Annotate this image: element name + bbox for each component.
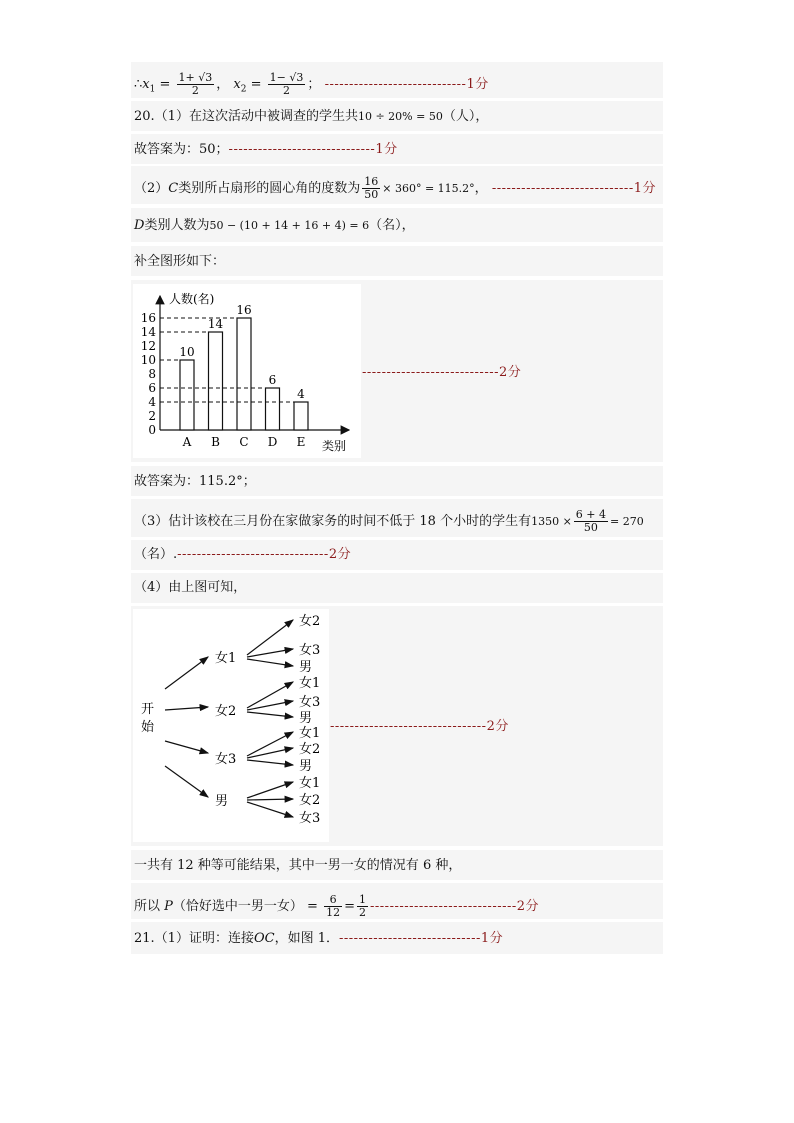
complete-figure-text: 补全图形如下： [134, 254, 226, 269]
bar [180, 360, 194, 430]
separator: ， [216, 77, 230, 92]
second-pick-label: 女2 [299, 742, 321, 757]
equals-sign: = [344, 899, 355, 914]
fraction-denominator: 2 [359, 906, 366, 919]
fraction-denominator: 12 [326, 906, 341, 919]
score-dash-line: ------------------------------ [370, 899, 517, 914]
probability-event: （恰好选中一男一女） [172, 899, 303, 914]
q20-part2-line [134, 176, 656, 201]
q20-part1-math: 10 ÷ 20% = 50 [357, 110, 443, 123]
bar [209, 332, 223, 430]
comma: ， [474, 181, 488, 196]
bar-chart-figure [133, 284, 361, 458]
q20-part1-text: 20.（1）在这次活动中被调查的学生共 [134, 109, 358, 124]
x-tick-label: D [267, 435, 278, 449]
second-pick-label: 男 [299, 759, 313, 774]
bar-value-label: 4 [297, 387, 305, 401]
second-pick-label: 女1 [299, 726, 321, 741]
first-pick-label: 女1 [215, 651, 237, 666]
estimate-result: = 270 [610, 515, 644, 528]
x2-subscript: 2 [240, 84, 247, 95]
bar-value-label: 6 [268, 373, 277, 387]
y-tick-label: 8 [148, 367, 156, 381]
q20-part3-line [134, 509, 644, 534]
branch-arrow [247, 659, 293, 666]
branch-arrow [165, 657, 208, 689]
outcome-count-text: 一共有 12 种等可能结果，其中一男一女的情况有 6 种， [134, 858, 462, 873]
chart-score-line [362, 365, 521, 381]
equals-sign: = [302, 899, 323, 914]
equation-roots-line [134, 72, 489, 98]
branch-arrow [247, 701, 293, 710]
therefore-symbol: ∴ [134, 77, 143, 92]
tree-diagram-figure [133, 609, 329, 842]
score-dash-line: ------------------------------ [228, 142, 376, 157]
y-tick-label: 2 [148, 409, 156, 423]
tree-diagram [133, 609, 329, 842]
fraction-numerator: 6 [324, 894, 342, 907]
probability-symbol: P [164, 899, 173, 914]
bar [294, 402, 308, 430]
second-pick-label: 女3 [299, 811, 321, 826]
complete-figure-line [134, 254, 225, 270]
semicolon: ； [307, 77, 321, 92]
equals-sign: = [246, 77, 266, 92]
outcome-count-line [134, 858, 461, 874]
answer-angle-line [134, 474, 256, 490]
ratio-fraction [362, 176, 380, 201]
y-tick-label: 0 [148, 423, 156, 437]
part3-text: （3）估计该校在三月份在家做家务的时间不低于 18 个小时的学生有 [134, 514, 532, 529]
tree-score-line [330, 719, 509, 735]
x1-subscript: 1 [149, 84, 156, 95]
x1-variable: x [142, 77, 150, 92]
x2-variable: x [233, 77, 241, 92]
score-label: 2分 [486, 719, 509, 734]
second-pick-label: 男 [299, 660, 313, 675]
angle-math: × 360° = 115.2° [382, 182, 475, 195]
x-tick-label: A [182, 435, 192, 449]
second-pick-label: 女1 [299, 776, 321, 791]
probability-fraction-1 [324, 894, 342, 919]
first-pick-label: 女2 [215, 704, 237, 719]
first-pick-label: 男 [215, 794, 229, 809]
fraction-numerator: 1− √3 [269, 71, 304, 84]
second-pick-label: 女2 [299, 793, 321, 808]
q21-text: 21.（1）证明：连接 [134, 931, 254, 946]
bar-chart [133, 284, 361, 458]
q20-part4-line [134, 580, 246, 596]
segment-oc: OC [253, 931, 275, 946]
category-c: C [168, 181, 179, 196]
root1-fraction [177, 72, 215, 97]
fraction-numerator: 6 + 4 [575, 508, 607, 521]
y-tick-label: 12 [140, 339, 156, 353]
fraction-numerator: 1 [359, 893, 366, 906]
second-pick-label: 女3 [299, 643, 321, 658]
score-dash-line: -------------------------------- [330, 719, 487, 734]
second-pick-label: 女3 [299, 695, 321, 710]
branch-arrow [247, 682, 293, 708]
x-axis-label: 类别 [322, 439, 347, 453]
q21-part1-line [134, 931, 503, 947]
q20-part1-unit: （人）， [442, 109, 489, 124]
answer-text: 故答案为：50； [134, 142, 229, 157]
branch-arrow [247, 802, 293, 817]
branch-arrow [165, 741, 208, 753]
tree-start-label: 开 [141, 702, 155, 717]
score-dash-line: ----------------------------- [324, 77, 467, 92]
y-tick-label: 10 [140, 353, 156, 367]
category-d-math: 50 − (10 + 14 + 16 + 4) = 6 [209, 219, 370, 232]
bar-value-label: 10 [179, 345, 195, 359]
estimate-math: 1350 × [531, 515, 572, 528]
second-pick-label: 男 [299, 711, 313, 726]
y-tick-label: 4 [148, 395, 156, 409]
bar [237, 318, 251, 430]
second-pick-label: 女2 [299, 614, 321, 629]
y-tick-label: 16 [140, 311, 156, 325]
y-tick-label: 6 [148, 381, 156, 395]
score-label: 1分 [480, 931, 504, 946]
tree-start-label: 始 [141, 720, 155, 735]
probability-line [134, 894, 539, 919]
score-label: 1分 [466, 77, 489, 92]
score-label: 2分 [499, 365, 522, 380]
q21-figure-ref: ，如图 1． [274, 931, 339, 946]
category-d-line [134, 218, 415, 234]
fraction-denominator: 2 [283, 84, 291, 97]
q20-part1-line [134, 109, 488, 125]
bar [266, 388, 280, 430]
fraction-numerator: 1+ √3 [178, 71, 213, 84]
probability-fraction-2 [357, 894, 368, 919]
score-dash-line: ---------------------------- [362, 365, 499, 380]
score-label: 1分 [375, 142, 398, 157]
y-axis-label: 人数(名) [169, 292, 215, 306]
score-dash-line: ----------------------------- [491, 181, 634, 196]
second-pick-label: 女1 [299, 676, 321, 691]
fraction-denominator: 2 [191, 84, 199, 97]
branch-arrow [247, 782, 293, 798]
branch-arrow [247, 799, 293, 800]
x-tick-label: C [239, 435, 249, 449]
part4-text: （4）由上图可知， [134, 580, 247, 595]
unit-text: （名）. [134, 547, 178, 562]
root2-fraction [268, 72, 306, 97]
score-label: 2分 [516, 899, 540, 914]
branch-arrow [247, 760, 293, 765]
score-dash-line: ------------------------------- [177, 547, 329, 562]
category-d-unit: （名）， [369, 218, 415, 233]
branch-arrow [165, 707, 208, 710]
bar-value-label: 16 [236, 303, 252, 317]
bar-value-label: 14 [207, 317, 224, 331]
category-d-text: 类别人数为 [144, 218, 210, 233]
score-label: 1分 [633, 181, 656, 196]
first-pick-label: 女3 [215, 752, 237, 767]
branch-arrow [165, 766, 208, 797]
fraction-denominator: 50 [364, 188, 379, 201]
branch-arrow [247, 712, 293, 717]
category-d: D [134, 218, 145, 233]
equals-sign: = [155, 77, 175, 92]
x-tick-label: B [211, 435, 220, 449]
probability-prefix: 所以 [134, 899, 161, 914]
unit-line [134, 547, 351, 563]
score-label: 2分 [328, 547, 352, 562]
x-tick-label: E [296, 435, 306, 449]
part2-text: 类别所占扇形的圆心角的度数为 [178, 181, 361, 196]
part-number: （2） [134, 181, 169, 196]
score-dash-line: ----------------------------- [338, 931, 481, 946]
y-tick-label: 14 [140, 325, 156, 339]
estimate-fraction [574, 509, 608, 534]
answer-50-line [134, 142, 398, 158]
fraction-denominator: 50 [583, 521, 598, 534]
answer-angle-text: 故答案为：115.2°； [134, 474, 256, 489]
fraction-numerator: 16 [364, 175, 379, 188]
